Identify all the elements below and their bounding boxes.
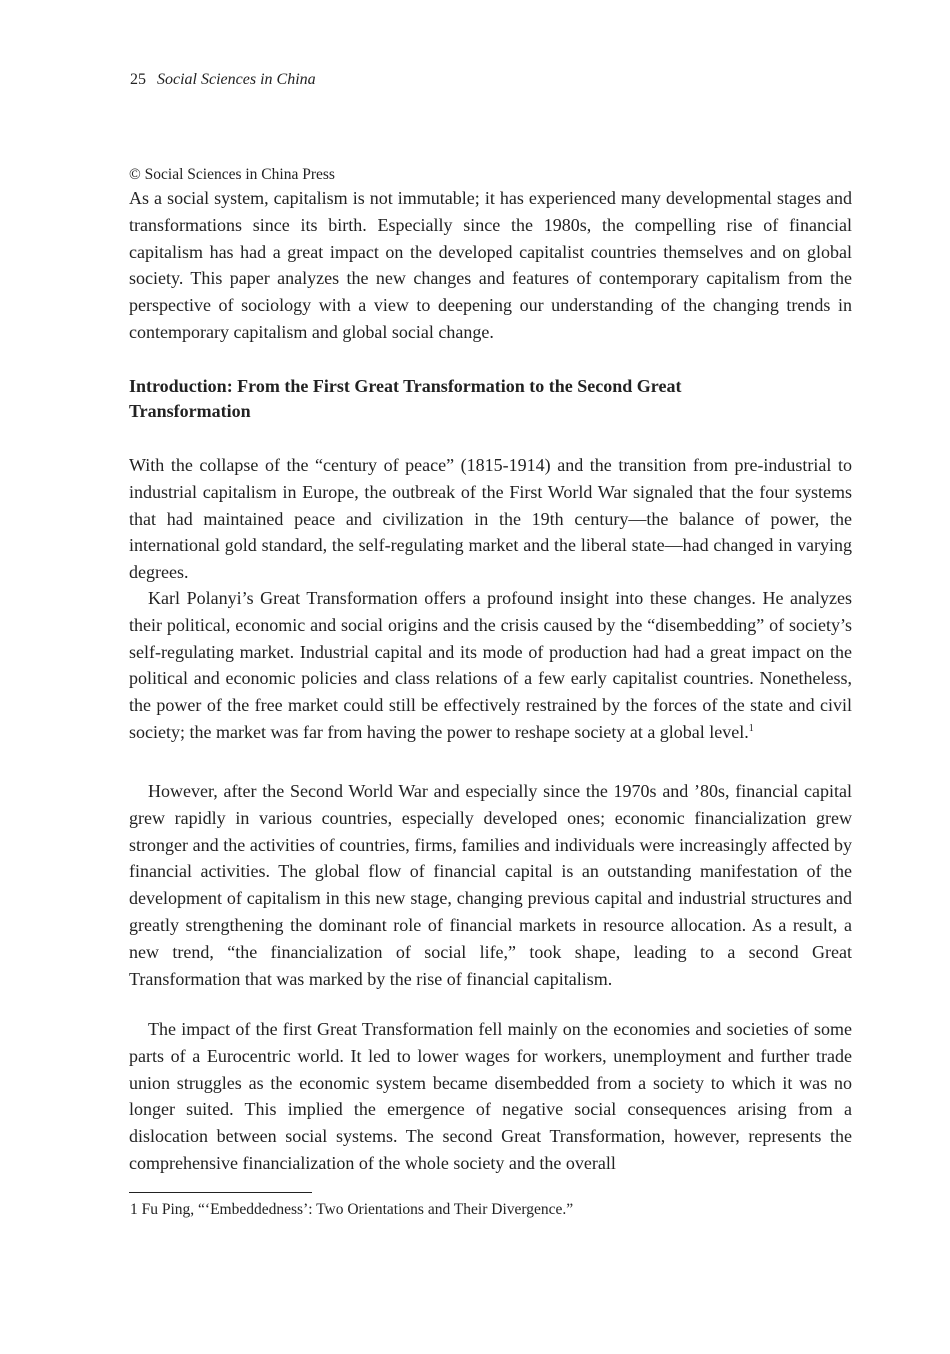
page-number: 25: [130, 71, 146, 88]
journal-title: Social Sciences in China: [157, 71, 316, 88]
footnote: 1 Fu Ping, “‘Embeddedness’: Two Orientations and Their Divergence.”: [130, 1201, 574, 1218]
body-paragraph-3: However, after the Second World War and especially since the 1970s and ’80s, financial capital grew rapidly in various countries, especially developed ones; economic financialization grew stronger and the activities of countries, firms, families and individuals were increasingly affected by financial activities. The global flow of financial capital is an outstanding manifestation of the development of capitalism in this new stage, changing previous capital and industrial structures and greatly strengthening the dominant role of financial markets in resource allocation. As a result, a new trend, “the financialization of social life,” took shape, leading to a second Great Transformation that was marked by the rise of financial capitalism.: [129, 781, 852, 989]
footnote-reference[interactable]: 1: [748, 722, 754, 734]
running-header: [130, 70, 316, 90]
body-paragraph-2-text: Karl Polanyi’s Great Transformation offers a profound insight into these changes. He analyzes their political, economic and social origins and the crisis caused by the “disembedding” of society’s self-regulating market. Industrial capital and its mode of production had had a great impact on the political and economic policies and class relations of a few early capitalist countries. Nonetheless, the power of the free market could still be effectively restrained by the forces of the state and civil society; the market was far from having the power to reshape society at a global level.: [129, 588, 852, 742]
copyright-notice: © Social Sciences in China Press: [129, 166, 335, 183]
body-paragraph-2: [129, 585, 852, 746]
section-heading: Introduction: From the First Great Transformation to the Second Great Transformation: [129, 376, 682, 421]
body-paragraph-4: The impact of the first Great Transformation fell mainly on the economies and societies of some parts of a Eurocentric world. It led to lower wages for workers, unemployment and further trade union struggles as the economic system became disembedded from a society to which it was no longer suited. This implied the emergence of negative social consequences arising from a dislocation between social systems. The second Great Transformation, however, represents the comprehensive financialization of the whole society and the overall: [129, 1019, 852, 1173]
abstract-paragraph: As a social system, capitalism is not immutable; it has experienced many developmental stages and transformations since its birth. Especially since the 1980s, the compelling rise of financial capitalism has had a great impact on the developed capitalist countries themselves and on global society. This paper analyzes the new changes and features of contemporary capitalism from the perspective of sociology with a view to deepening our understanding of the changing trends in contemporary capitalism and global social change.: [129, 188, 852, 342]
footnote-divider: [129, 1192, 312, 1193]
body-paragraph-1: With the collapse of the “century of peace” (1815-1914) and the transition from pre-industrial to industrial capitalism in Europe, the outbreak of the First World War signaled that the four systems that had maintained peace and civilization in the 19th century—the balance of power, the international gold standard, the self-regulating market and the liberal state—had changed in varying degrees.: [129, 455, 852, 583]
